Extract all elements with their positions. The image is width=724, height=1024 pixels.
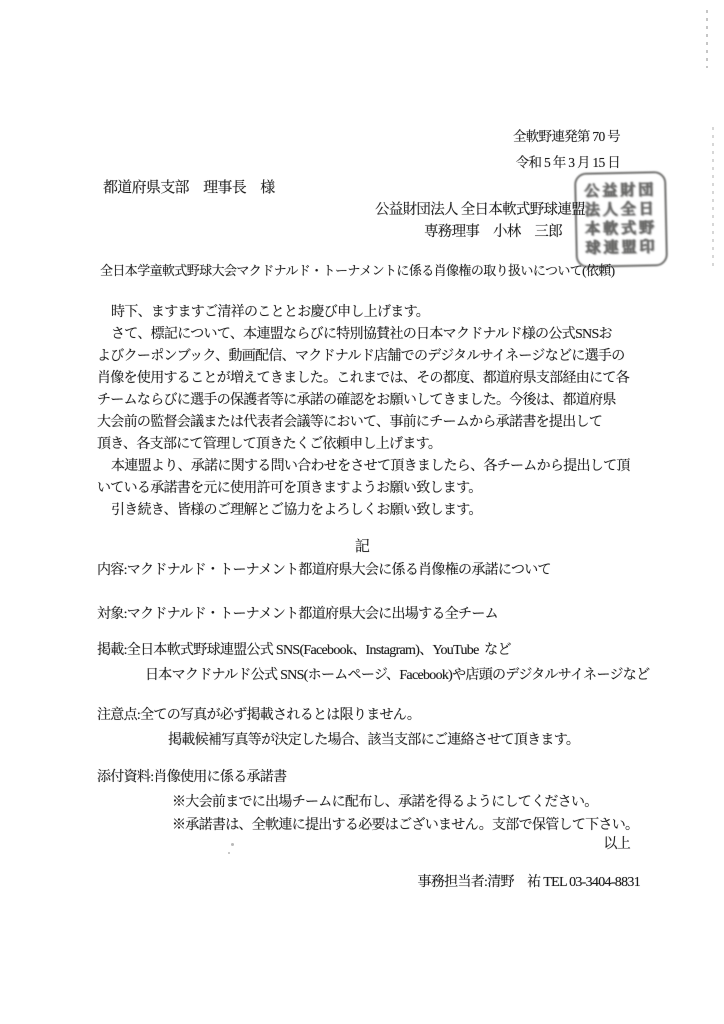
body-line: 肖像を使用することが増えてきました。これまでは、その都度、都道府県支部経由にて各 xyxy=(97,371,629,386)
seal-text-row: 公益財団 xyxy=(584,181,657,200)
scan-speck xyxy=(231,843,234,846)
document-date: 令和 5 年 3 月 15 日 xyxy=(515,155,620,170)
record-attachment-note2: ※承諾書は、全軟連に提出する必要はございません。支部で保管して下さい。 xyxy=(172,818,639,833)
scan-artifact xyxy=(706,10,708,68)
body-line: 大会前の監督会議または代表者会議等において、事前にチームから承諾書を提出して xyxy=(97,415,603,430)
official-seal-stamp xyxy=(574,171,668,268)
seal-text-row: 球連盟印 xyxy=(585,238,658,257)
body-line: さて、標記について、本連盟ならびに特別協賛社の日本マクドナルド様の公式SNSお xyxy=(111,327,612,342)
scan-artifact xyxy=(712,127,714,267)
record-attachment-note1: ※大会前までに出場チームに配布し、承諾を得るようにしてください。 xyxy=(172,795,598,810)
addressee: 都道府県支部 理事長 様 xyxy=(103,180,275,196)
record-target: 対象:マクドナルド・トーナメント都道府県大会に出場する全チーム xyxy=(97,607,498,622)
body-line: 本連盟より、承諾に関する問い合わせをさせて頂きましたら、各チームから提出して頂 xyxy=(111,459,630,474)
body-line: 引き続き、皆様のご理解とご協力をよろしくお願い致します。 xyxy=(111,503,482,518)
seal-text-row: 法人全日 xyxy=(584,200,657,219)
body-line: 時下、ますますご清祥のこととお慶び申し上げます。 xyxy=(111,305,430,320)
record-media-line2: 日本マクドナルド公式 SNS(ホームページ、Facebook)や店頭のデジタルサイネージなど xyxy=(145,668,650,683)
document-number: 全軟野連発第 70 号 xyxy=(512,129,620,144)
closing-mark: 以上 xyxy=(603,837,630,852)
sender-signer: 専務理事 小林 三郎 xyxy=(424,224,562,240)
record-content: 内容:マクドナルド・トーナメント都道府県大会に係る肖像権の承諾について xyxy=(97,563,551,578)
body-line: チームならびに選手の保護者等に承諾の確認をお願いしてきました。今後は、都道府県 xyxy=(97,393,616,408)
record-caution-line2: 掲載候補写真等が決定した場合、該当支部にご連絡させて頂きます。 xyxy=(168,733,580,748)
record-marker: 記 xyxy=(354,539,370,555)
sender-organization: 公益財団法人 全日本軟式野球連盟 xyxy=(375,202,585,218)
scan-speck xyxy=(228,852,230,854)
body-line: よびクーポンブック、動画配信、マクドナルド店舗でのデジタルサイネージなどに選手の xyxy=(97,349,625,364)
record-attachment-line1: 添付資料:肖像使用に係る承諾書 xyxy=(97,770,287,785)
record-media-line1: 掲載:全日本軟式野球連盟公式 SNS(Facebook、Instagram)、YouTube など xyxy=(97,643,511,658)
body-line: 頂き、各支部にて管理して頂きたくご依頼申し上げます。 xyxy=(97,437,442,452)
contact-person: 事務担当者:清野 祐 TEL 03-3404-8831 xyxy=(417,875,640,890)
subject-line: 全日本学童軟式野球大会マクドナルド・トーナメントに係る肖像権の取り扱いについて(依頼) xyxy=(100,263,615,278)
record-caution-line1: 注意点:全ての写真が必ず掲載されるとは限りません。 xyxy=(97,708,421,723)
seal-text-row: 本軟式野 xyxy=(585,219,658,238)
body-line: いている承諾書を元に使用許可を頂きますようお願い致します。 xyxy=(97,481,482,496)
